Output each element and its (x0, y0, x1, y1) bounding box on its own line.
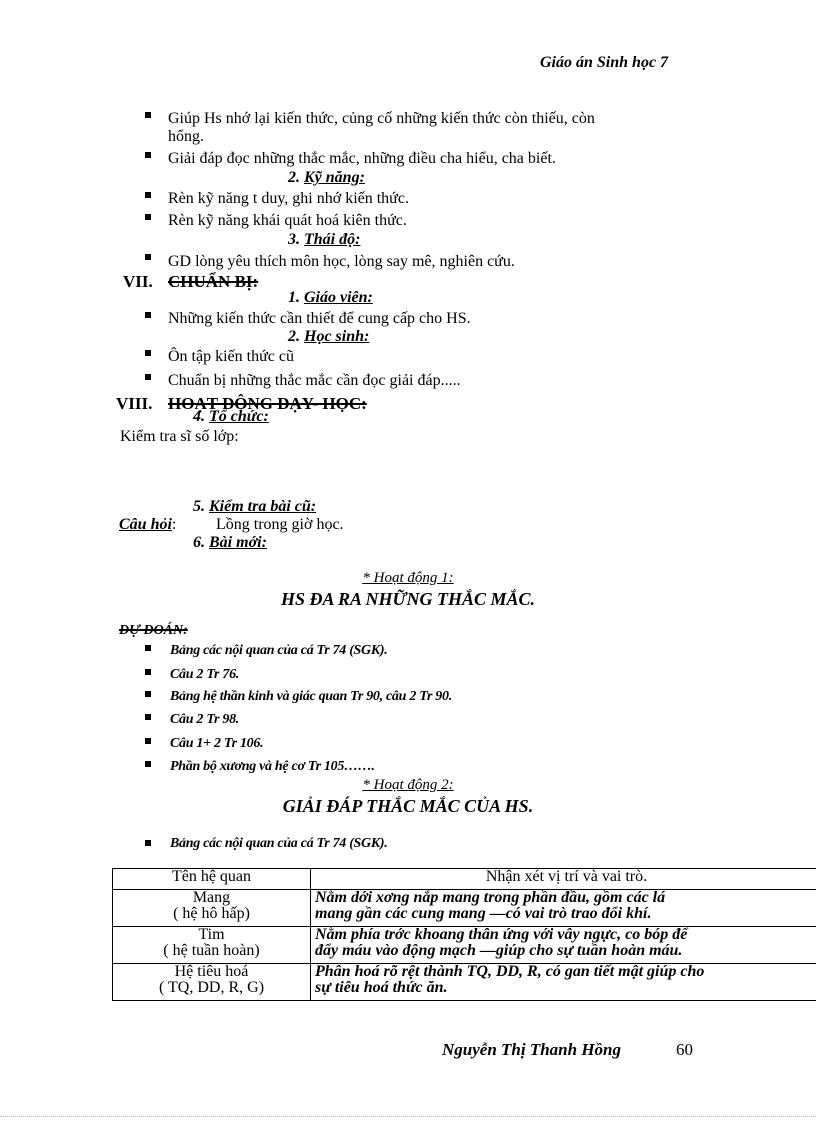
kiem-tra-si-so: Kiểm tra sĩ số lớp: (120, 428, 239, 445)
table-header-cell: Tên hệ quan (113, 869, 311, 890)
du-doan-item: Câu 2 Tr 98. (170, 712, 240, 727)
bullet-text: Rèn kỹ năng t duy, ghi nhớ kiến thức. (168, 190, 409, 207)
subheading-to-chuc (193, 408, 269, 426)
cau-hoi-line (119, 516, 176, 534)
bullet-icon (145, 645, 151, 651)
subheading-number: 6. (193, 534, 205, 551)
bullet-text: Rèn kỹ năng khái quát hoá kiên thức. (168, 212, 407, 229)
table-cell-organ: Hệ tiêu hoá ( TQ, DD, R, G) (113, 964, 311, 1001)
section-number: VIII. (116, 394, 153, 413)
bullet-icon (145, 192, 151, 198)
subheading-number: 4. (193, 408, 205, 425)
bullet-icon (145, 112, 151, 118)
bullet-icon (145, 350, 151, 356)
bullet-icon (145, 714, 151, 720)
footer-author: Nguyễn Thị Thanh Hồng (442, 1040, 622, 1059)
du-doan-item: Bảng các nội quan của cá Tr 74 (SGK). (170, 643, 388, 658)
bullet-text: Ôn tập kiến thức cũ (168, 348, 294, 365)
subheading-number: 5. (193, 498, 205, 515)
bullet-text: Chuẩn bị những thắc mắc cần đọc giải đáp..... (168, 372, 461, 389)
subheading-bai-moi (193, 534, 267, 552)
subheading-giao-vien (288, 289, 373, 307)
activity-2-title: GIẢI ĐÁP THẮC MẮC CỦA HS. (282, 796, 534, 816)
section-number: VII. (123, 272, 153, 291)
cau-hoi-text: Lồng trong giờ học. (216, 516, 344, 533)
du-doan-item: Câu 1+ 2 Tr 106. (170, 736, 264, 751)
bullet-icon (145, 312, 151, 318)
table-cell-description: Phân hoá rõ rệt thành TQ, DD, R, có gan tiết mật giúp cho sự tiêu hoá thức ăn. (311, 964, 816, 1001)
du-doan-label: DỰ ĐOÁN: (119, 623, 188, 638)
table-cell-organ: Mang ( hệ hô hấp) (113, 890, 311, 927)
subheading-label: Học sinh: (304, 328, 370, 345)
page-header-title: Giáo án Sinh học 7 (540, 54, 669, 71)
subheading-number: 2. (288, 169, 300, 186)
cau-hoi-colon: : (171, 516, 177, 533)
bullet-icon (145, 254, 151, 260)
activity-2-label: * Hoạt động 2: (362, 777, 454, 793)
subheading-number: 3. (288, 231, 300, 248)
subheading-thai-do (288, 231, 360, 249)
page-number: 60 (676, 1040, 693, 1059)
page-edge-divider (0, 1116, 816, 1117)
cau-hoi-label: Câu hỏi (119, 516, 172, 533)
table-cell-organ: Tim ( hệ tuần hoàn) (113, 927, 311, 964)
table-row (113, 890, 816, 927)
bullet-icon (145, 840, 151, 846)
subheading-number: 2. (288, 328, 300, 345)
bullet-text: GD lòng yêu thích môn học, lòng say mê, nghiên cứu. (168, 253, 515, 270)
du-doan-item: Bảng hệ thần kinh và giác quan Tr 90, câu 2 Tr 90. (170, 689, 452, 704)
subheading-kiem-tra-bai-cu (193, 498, 316, 516)
table-row (113, 927, 816, 964)
subheading-hoc-sinh (288, 328, 369, 346)
bullet-icon (145, 152, 151, 158)
bullet-icon (145, 374, 151, 380)
bullet-icon (145, 738, 151, 744)
bullet-text-continued: hổng. (168, 128, 204, 145)
bullet-text: Giải đáp đọc những thắc mắc, những điều cha hiểu, cha biết. (168, 150, 556, 167)
bullet-text: Giúp Hs nhớ lại kiến thức, củng cố những kiến thức còn thiếu, còn (168, 110, 595, 127)
subheading-label: Bài mới: (209, 534, 267, 551)
subheading-number: 1. (288, 289, 300, 306)
subheading-label: Kỹ năng: (304, 169, 365, 186)
section-title: CHUẨN BỊ: (168, 272, 259, 291)
organ-table (112, 868, 816, 1001)
section-title: HOẠT ĐỘNG DẠY- HỌC: (168, 394, 367, 413)
table-cell-description: Nằm phía trớc khoang thân ứng với vây ngực, co bóp để đẩy máu vào động mạch —giúp cho sự tuần hoàn máu. (311, 927, 816, 964)
bullet-icon (145, 761, 151, 767)
du-doan-item: Phần bộ xương và hệ cơ Tr 105……. (170, 759, 375, 774)
activity-1-title: HS ĐA RA NHỮNG THẮC MẮC. (280, 589, 535, 609)
table-header-cell: Nhận xét vị trí và vai trò. (311, 869, 816, 890)
subheading-label: Kiểm tra bài cũ: (209, 498, 317, 515)
activity-1-label: * Hoạt động 1: (362, 570, 454, 586)
table-header-row (113, 869, 816, 890)
table-cell-description: Nằm dới xơng nắp mang trong phần đầu, gồm các lá mang gần các cung mang —có vai trò trao đổi khí. (311, 890, 816, 927)
du-doan-item: Câu 2 Tr 76. (170, 667, 240, 682)
bullet-icon (145, 691, 151, 697)
subheading-label: Giáo viên: (304, 289, 373, 306)
bullet-text: Những kiến thức cần thiết để cung cấp cho HS. (168, 310, 471, 327)
table-row (113, 964, 816, 1001)
bullet-icon (145, 669, 151, 675)
subheading-ky-nang (288, 169, 365, 187)
bullet-icon (145, 214, 151, 220)
subheading-label: Thái độ: (304, 231, 361, 248)
activity-2-bullet: Bảng các nội quan của cá Tr 74 (SGK). (170, 836, 388, 851)
subheading-label: Tổ chức: (209, 408, 269, 425)
